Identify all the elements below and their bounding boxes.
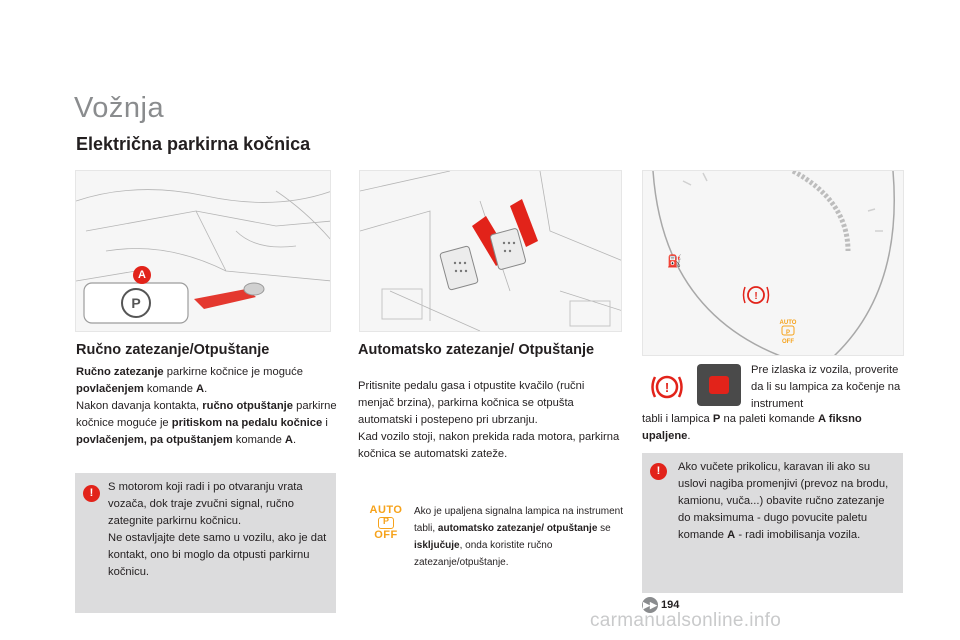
check-text-bottom: tabli i lampica P na paleti komande A fiksno upaljene. — [642, 413, 862, 442]
label-a-badge: A — [133, 266, 151, 284]
svg-text:P: P — [785, 330, 791, 336]
auto-note-text: Ako je upaljena signalna lampica na instrument tabli, automatsko zatezanje/ otpuštanje se isključuje, onda koristite ručno zatezanje/otpuštanje. — [414, 506, 624, 568]
off-label-small: OFF — [782, 339, 794, 345]
page-nav-icon[interactable]: ▶▶ — [642, 597, 658, 613]
warning-icon: ! — [650, 463, 667, 480]
warning-box-left — [75, 473, 336, 613]
illustration-instrument-cluster — [642, 170, 904, 356]
watermark: carmanualsonline.info — [590, 610, 782, 631]
automatic-title: Automatsko zatezanje/ Otpuštanje — [358, 342, 595, 358]
automatic-text: Pritisnite pedalu gasa i otpustite kvačilo (ručni menjač brzina), parkirna kočnica se otpušta automatski i postepeno pri ubrzanju. Kad vozilo stoji, nakon prekida rada motora, parkirna kočnica se automatski zateže. — [358, 380, 620, 460]
page-title: Vožnja — [74, 92, 165, 124]
warning-box-right — [642, 453, 903, 593]
svg-text:⛽: ⛽ — [667, 254, 682, 268]
check-text-top: Pre izlaska iz vozila, proverite da li su lampica za kočenje na instrument — [751, 364, 901, 410]
svg-text:!: ! — [754, 291, 758, 302]
svg-text:!: ! — [664, 380, 670, 395]
warning-text-right: Ako vučete prikolicu, karavan ili ako su uslovi nagiba promenjivi (prevoz na brodu, kamionu, vuča...) obavite ručno zatezanje do maksimuma - dugo povucite paletu komande A - radi imobilisanja vozila. — [678, 461, 889, 541]
svg-text:P: P — [131, 295, 141, 311]
illustration-brake-switch — [75, 170, 331, 332]
page-number[interactable]: ▶▶ 194 — [642, 597, 679, 613]
warning-icon: ! — [83, 485, 100, 502]
auto-off-icon: AUTO P OFF — [368, 505, 404, 541]
auto-label-small: AUTO — [779, 320, 797, 326]
section-title: Električna parkirna kočnica — [76, 134, 311, 154]
manual-text: Ručno zatezanje parkirne kočnice je moguće povlačenjem komande A. Nakon davanja kontakta, ručno otpuštanje parkirne kočnice moguće je pritiskom na pedalu kočnice i povlačenjem, pa otpuštanjem komande A. — [76, 366, 337, 446]
brake-warning-icon — [647, 367, 687, 407]
illustration-pedals — [359, 170, 622, 332]
warning-text-left: S motorom koji radi i po otvaranju vrata vozača, dok traje zvučni signal, ručno zategnite parkirnu kočnicu. Ne ostavljajte dete samo u vozilu, ako je dat kontakt, ono bi moglo da otpusti parkirnu kočnicu. — [108, 481, 327, 578]
parking-switch-icon — [697, 364, 741, 406]
manual-title: Ručno zatezanje/Otpuštanje — [76, 342, 270, 358]
